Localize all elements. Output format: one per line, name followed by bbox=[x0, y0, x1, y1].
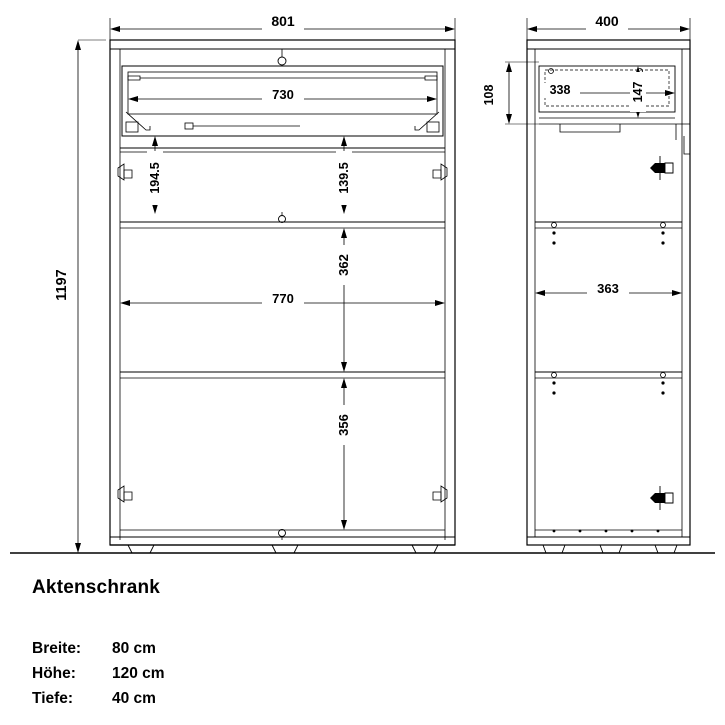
dim-108 bbox=[505, 62, 539, 124]
dim-label-front-width: 801 bbox=[271, 13, 295, 29]
spec-value-tiefe: 40 cm bbox=[112, 690, 156, 707]
dim-label-362: 362 bbox=[336, 254, 351, 276]
front-top-panel bbox=[110, 40, 455, 49]
front-knob-middle bbox=[279, 216, 286, 223]
front-flap-knob bbox=[278, 57, 286, 65]
dim-label-338: 338 bbox=[549, 83, 571, 97]
spec-label-breite: Breite: bbox=[32, 640, 82, 657]
front-feet bbox=[128, 545, 438, 553]
side-dowel-circles bbox=[552, 223, 666, 378]
side-hinges bbox=[650, 156, 673, 510]
dim-label-194-5: 194.5 bbox=[148, 162, 162, 194]
dim-label-730: 730 bbox=[272, 87, 294, 102]
spec-label-tiefe: Tiefe: bbox=[32, 690, 74, 707]
front-knob-bottom bbox=[279, 530, 286, 537]
dim-label-139-5: 139.5 bbox=[337, 162, 351, 194]
dim-label-height: 1197 bbox=[54, 269, 70, 301]
side-dowel-marks bbox=[552, 231, 664, 532]
spec-value-hoehe: 120 cm bbox=[112, 665, 165, 682]
dim-1197 bbox=[75, 40, 106, 553]
dim-label-770: 770 bbox=[272, 291, 294, 306]
dim-label-356: 356 bbox=[336, 414, 351, 436]
dim-label-side-depth: 400 bbox=[595, 13, 619, 29]
front-hinges bbox=[118, 164, 447, 502]
side-top-panel bbox=[527, 40, 690, 49]
dim-label-108: 108 bbox=[482, 84, 496, 106]
spec-value-breite: 80 cm bbox=[112, 640, 156, 657]
spec-label-hoehe: Höhe: bbox=[32, 665, 76, 682]
dim-356 bbox=[341, 378, 347, 530]
dim-label-147: 147 bbox=[631, 81, 645, 103]
side-feet bbox=[543, 545, 677, 553]
dim-label-363: 363 bbox=[597, 281, 619, 296]
page-title: Aktenschrank bbox=[32, 577, 161, 598]
